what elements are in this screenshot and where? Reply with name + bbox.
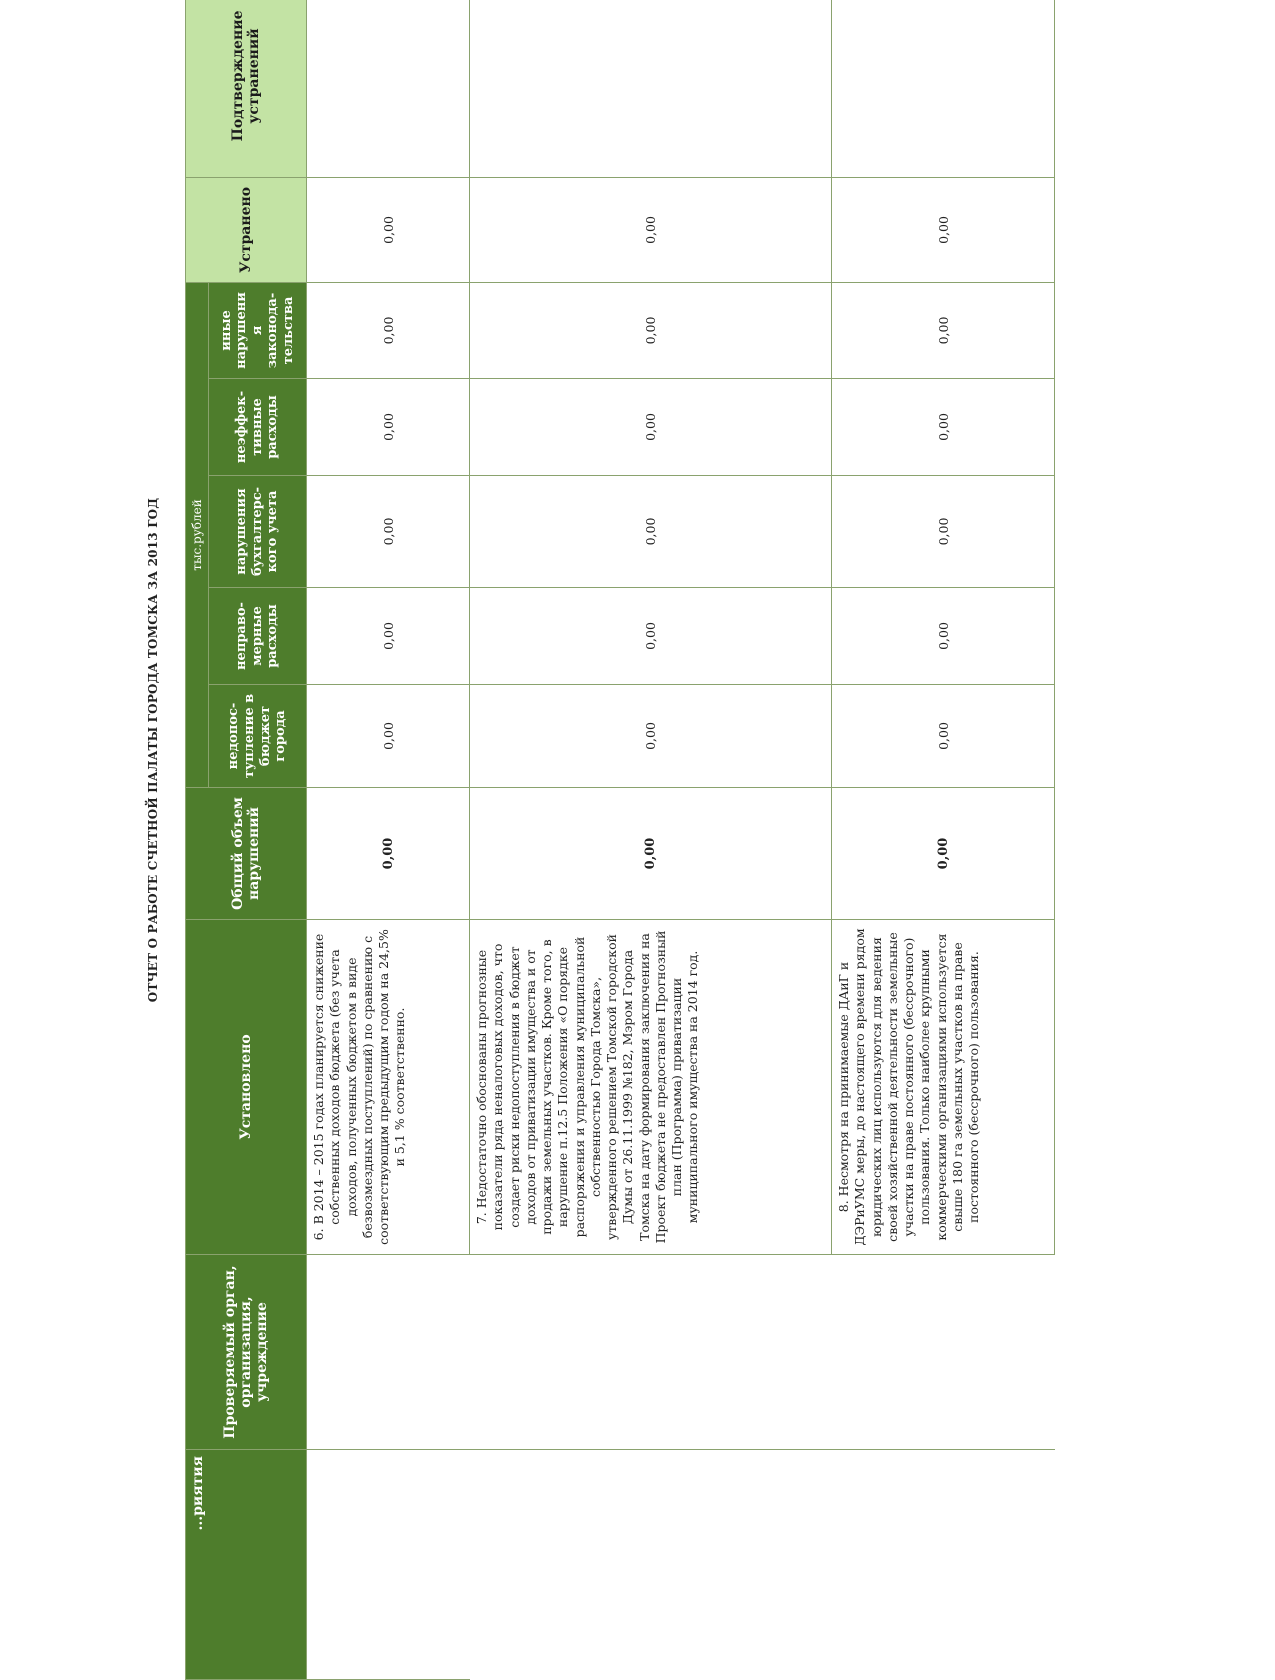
eliminated-value: 0,00 bbox=[470, 177, 832, 282]
report-table-rotated bbox=[185, 10, 1085, 1680]
confirmation-value bbox=[470, 0, 832, 177]
ineffective-value: 0,00 bbox=[832, 379, 1055, 476]
table-row bbox=[832, 0, 1055, 1680]
eliminated-value: 0,00 bbox=[832, 177, 1055, 282]
header-eliminated: Устранено bbox=[186, 177, 307, 282]
header-other: иные нарушени я законода-тельства bbox=[209, 282, 307, 378]
other-value: 0,00 bbox=[832, 282, 1055, 378]
header-improper: неправо-мерные расходы bbox=[209, 588, 307, 685]
total-value: 0,00 bbox=[470, 788, 832, 920]
header-units: тыс.рублей bbox=[186, 282, 209, 787]
improper-value: 0,00 bbox=[470, 588, 832, 685]
improper-value: 0,00 bbox=[832, 588, 1055, 685]
page-title-text: ОТЧЕТ О РАБОТЕ СЧЕТНОЙ ПАЛАТЫ ГОРОДА ТОМСКА ЗА 2013 ГОД bbox=[146, 497, 160, 1003]
violations-table bbox=[185, 0, 1055, 1680]
event-cell bbox=[307, 1450, 470, 1680]
header-org: Проверяемый орган, организация, учреждение bbox=[186, 1255, 307, 1450]
org-cell bbox=[832, 1255, 1055, 1450]
header-underpayment: недопос-тупление в бюджет города bbox=[209, 685, 307, 788]
table-row bbox=[307, 0, 470, 1680]
established-text: 7. Недостаточно обоснованы прогнозные показатели ряда неналоговых доходов, что создает риски недопоступления в бюджет доходов от приватизации имущества и от продажи земельных участков. Кроме того, в нарушение п.12.5 Положения «О порядке распоряжения и управления муниципальной собственностью Города Томска», утвержденного решением Томской городской Думы от 26.11.1999 №182, Мэром Города Томска на дату формирования заключения на Проект бюджета не предоставлен Прогнозный план (Программа) приватизации муниципального имущества на 2014 год. bbox=[470, 920, 832, 1255]
ineffective-value: 0,00 bbox=[307, 379, 470, 476]
underpayment-value: 0,00 bbox=[307, 685, 470, 788]
underpayment-value: 0,00 bbox=[832, 685, 1055, 788]
eliminated-value: 0,00 bbox=[307, 177, 470, 282]
confirmation-value bbox=[832, 0, 1055, 177]
confirmation-value bbox=[307, 0, 470, 177]
total-value: 0,00 bbox=[832, 788, 1055, 920]
event-cell bbox=[470, 1450, 832, 1680]
established-text: 6. В 2014 – 2015 годах планируется снижение собственных доходов бюджета (без учета доходов, полученных бюджетом в виде безвозмездных поступлений) по сравнению с соответствующим предыдущим годом на 24,5% и 5,1 % соответственно. bbox=[307, 920, 470, 1255]
header-accounting: нарушения бухгалтерс-кого учета bbox=[209, 476, 307, 588]
header-ineffective: неэффек-тивные расходы bbox=[209, 379, 307, 476]
table-row bbox=[470, 0, 832, 1680]
accounting-value: 0,00 bbox=[470, 476, 832, 588]
org-cell bbox=[307, 1255, 470, 1450]
ineffective-value: 0,00 bbox=[470, 379, 832, 476]
header-event: ...риятия bbox=[186, 1450, 307, 1680]
header-confirmation: Подтверждение устранений bbox=[186, 0, 307, 177]
total-value: 0,00 bbox=[307, 788, 470, 920]
established-text: 8. Несмотря на принимаемые ДАиГ и ДЭРиУМС меры, до настоящего времени рядом юридических лиц используются для ведения своей хозяйственной деятельности земельные участки на праве постоянного (бессрочного) пользования. Только наиболее крупными коммерческими организациями используется свыше 180 га земельных участков на праве постоянного (бессрочного) пользования. bbox=[832, 920, 1055, 1255]
event-cell bbox=[832, 1450, 1055, 1680]
accounting-value: 0,00 bbox=[307, 476, 470, 588]
other-value: 0,00 bbox=[470, 282, 832, 378]
other-value: 0,00 bbox=[307, 282, 470, 378]
improper-value: 0,00 bbox=[307, 588, 470, 685]
header-row-1 bbox=[186, 0, 209, 1680]
org-cell bbox=[470, 1255, 832, 1450]
underpayment-value: 0,00 bbox=[470, 685, 832, 788]
header-total: Общий объем нарушений bbox=[186, 788, 307, 920]
accounting-value: 0,00 bbox=[832, 476, 1055, 588]
header-established: Установлено bbox=[186, 920, 307, 1255]
